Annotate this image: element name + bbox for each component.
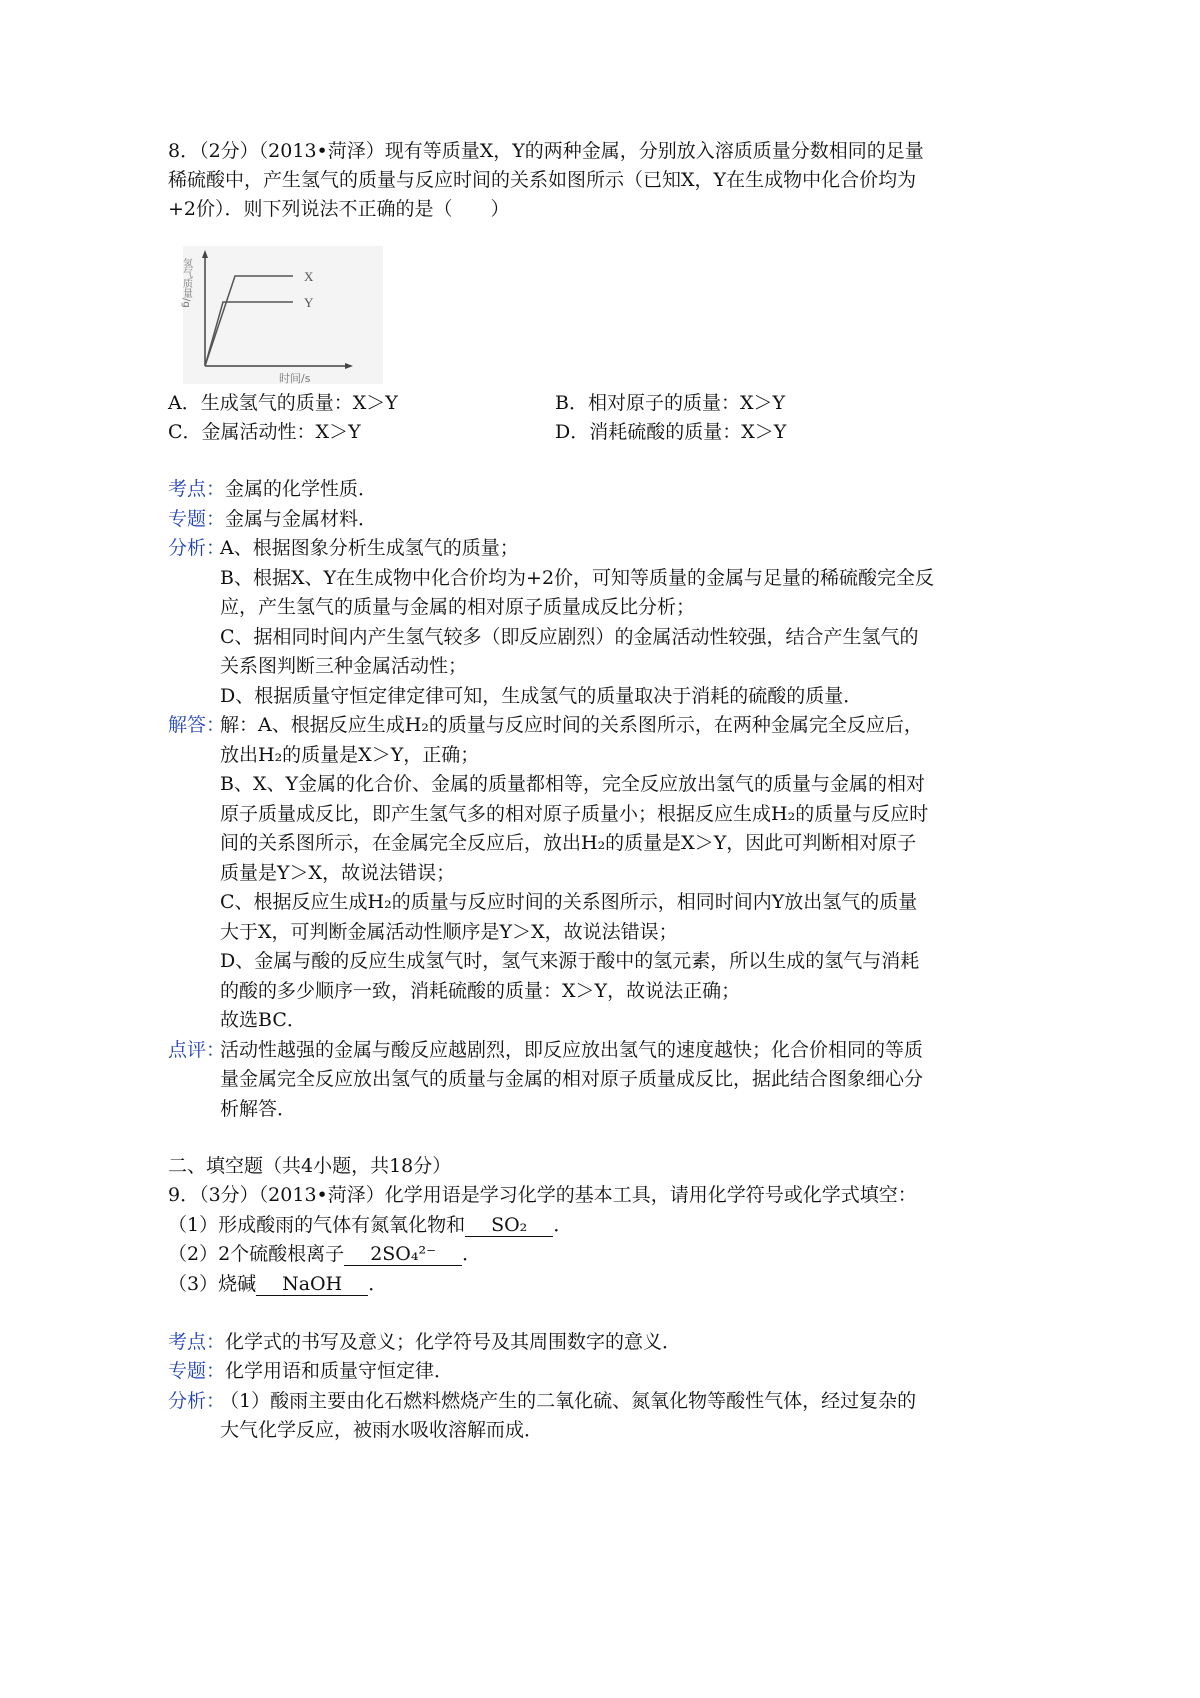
q9-fenxi-label: 分析： bbox=[168, 1390, 226, 1412]
q8-fenxi-line-5: 关系图判断三种金属活动性； bbox=[220, 655, 468, 677]
q8-option-b: B．相对原子的质量：X＞Y bbox=[555, 392, 786, 414]
q8-stem-line-1: 8．（2分）（2013•菏泽）现有等质量X，Y的两种金属，分别放入溶质质量分数相同的足量 bbox=[168, 140, 924, 162]
q9-item-3-end: ． bbox=[368, 1273, 388, 1295]
q9-kaodian bbox=[168, 1329, 681, 1355]
q9-zhuanti-text: 化学用语和质量守恒定律． bbox=[225, 1360, 454, 1382]
q8-kaodian-text: 金属的化学性质． bbox=[225, 478, 378, 500]
q9-zhuanti-label: 专题： bbox=[168, 1360, 226, 1382]
x-axis-label: 时间/s bbox=[279, 372, 311, 385]
q9-item-2-answer: 2SO₄²⁻ bbox=[344, 1243, 462, 1266]
q9-item-2 bbox=[168, 1241, 481, 1267]
series-y-label: Y bbox=[304, 295, 314, 310]
q8-jieda-line-4: 原子质量成反比，即产生氢气多的相对原子质量小；根据反应生成H₂的质量与反应时 bbox=[220, 803, 929, 825]
q8-jieda-line-11: 故选BC． bbox=[220, 1009, 306, 1031]
q8-option-a: A．生成氢气的质量：X＞Y bbox=[168, 392, 398, 414]
q8-jieda-line-9: D、金属与酸的反应生成氢气时，氢气来源于酸中的氢元素，所以生成的氢气与消耗 bbox=[220, 950, 920, 972]
q8-dianping-label: 点评： bbox=[168, 1039, 226, 1061]
q8-stem-line-2: 稀硫酸中，产生氢气的质量与反应时间的关系如图所示（已知X，Y在生成物中化合价均为 bbox=[168, 169, 917, 191]
q9-fenxi-line-2: 大气化学反应，被雨水吸收溶解而成． bbox=[220, 1419, 544, 1441]
graph-background bbox=[180, 246, 383, 384]
y-axis-label: 氢气质量/g bbox=[180, 258, 192, 308]
q8-jieda-label: 解答： bbox=[168, 714, 226, 736]
q8-zhuanti-text: 金属与金属材料． bbox=[225, 508, 378, 530]
q9-stem: 9．（3分）（2013•菏泽）化学用语是学习化学的基本工具，请用化学符号或化学式填空： bbox=[168, 1184, 917, 1206]
q8-fenxi-line-6: D、根据质量守恒定律定律可知，生成氢气的质量取决于消耗的硫酸的质量． bbox=[220, 685, 863, 707]
q9-item-2-text: （2）2个硫酸根离子 bbox=[168, 1243, 345, 1265]
q8-jieda-line-2: 放出H₂的质量是X＞Y，正确； bbox=[220, 744, 480, 766]
q8-option-c: C．金属活动性：X＞Y bbox=[168, 421, 361, 443]
q9-item-3 bbox=[168, 1271, 387, 1297]
q8-jieda-line-5: 间的关系图所示，在金属完全反应后，放出H₂的质量是X＞Y，因此可判断相对原子 bbox=[220, 832, 917, 854]
hydrogen-time-graph bbox=[180, 246, 383, 385]
q8-jieda-line-7: C、根据反应生成H₂的质量与反应时间的关系图所示，相同时间内Y放出氢气的质量 bbox=[220, 891, 918, 913]
q8-dianping-line-3: 析解答． bbox=[220, 1098, 297, 1120]
q8-dianping-line-2: 量金属完全反应放出氢气的质量与金属的相对原子质量成反比，据此结合图象细心分 bbox=[220, 1068, 924, 1090]
q8-zhuanti bbox=[168, 506, 377, 532]
q9-item-3-answer: NaOH bbox=[256, 1273, 368, 1296]
q8-jieda-line-8: 大于X，可判断金属活动性顺序是Y＞X，故说法错误； bbox=[220, 921, 678, 943]
q8-fenxi-line-1: A、根据图象分析生成氢气的质量； bbox=[220, 537, 519, 559]
series-x-label: X bbox=[304, 269, 314, 284]
q8-fenxi-label: 分析： bbox=[168, 537, 226, 559]
q8-jieda-line-6: 质量是Y＞X，故说法错误； bbox=[220, 862, 456, 884]
q9-fenxi-line-1: （1）酸雨主要由化石燃料燃烧产生的二氧化硫、氮氧化物等酸性气体，经过复杂的 bbox=[220, 1390, 917, 1412]
q9-kaodian-label: 考点： bbox=[168, 1331, 226, 1353]
q8-jieda-line-10: 的酸的多少顺序一致，消耗硫酸的质量：X＞Y，故说法正确； bbox=[220, 980, 741, 1002]
q9-item-1 bbox=[168, 1212, 572, 1238]
q8-zhuanti-label: 专题： bbox=[168, 508, 226, 530]
q9-zhuanti bbox=[168, 1358, 453, 1384]
q9-item-2-end: ． bbox=[462, 1243, 482, 1265]
q8-fenxi-line-4: C、据相同时间内产生氢气较多（即反应剧烈）的金属活动性较强，结合产生氢气的 bbox=[220, 626, 919, 648]
section-2-heading: 二、填空题（共4小题，共18分） bbox=[168, 1155, 452, 1177]
q9-item-1-answer: SO₂ bbox=[465, 1214, 553, 1237]
q8-kaodian bbox=[168, 476, 377, 502]
q8-jieda-line-1: 解：A、根据反应生成H₂的质量与反应时间的关系图所示，在两种金属完全反应后， bbox=[220, 714, 923, 736]
q8-fenxi-line-3: 应，产生氢气的质量与金属的相对原子质量成反比分析； bbox=[220, 596, 696, 618]
q8-fenxi-line-2: B、根据X、Y在生成物中化合价均为+2价，可知等质量的金属与足量的稀硫酸完全反 bbox=[220, 567, 935, 589]
q9-item-1-end: ． bbox=[553, 1214, 573, 1236]
q9-item-1-text: （1）形成酸雨的气体有氮氧化物和 bbox=[168, 1214, 466, 1236]
q8-kaodian-label: 考点： bbox=[168, 478, 226, 500]
q8-stem-line-3: +2价）．则下列说法不正确的是（ ） bbox=[168, 198, 510, 220]
q8-option-d: D．消耗硫酸的质量：X＞Y bbox=[555, 421, 787, 443]
q8-jieda-line-3: B、X、Y金属的化合价、金属的质量都相等，完全反应放出氢气的质量与金属的相对 bbox=[220, 773, 926, 795]
q9-kaodian-text: 化学式的书写及意义；化学符号及其周围数字的意义． bbox=[225, 1331, 682, 1353]
q9-item-3-text: （3）烧碱 bbox=[168, 1273, 257, 1295]
q8-dianping-line-1: 活动性越强的金属与酸反应越剧烈，即反应放出氢气的速度越快；化合价相同的等质 bbox=[220, 1039, 924, 1061]
